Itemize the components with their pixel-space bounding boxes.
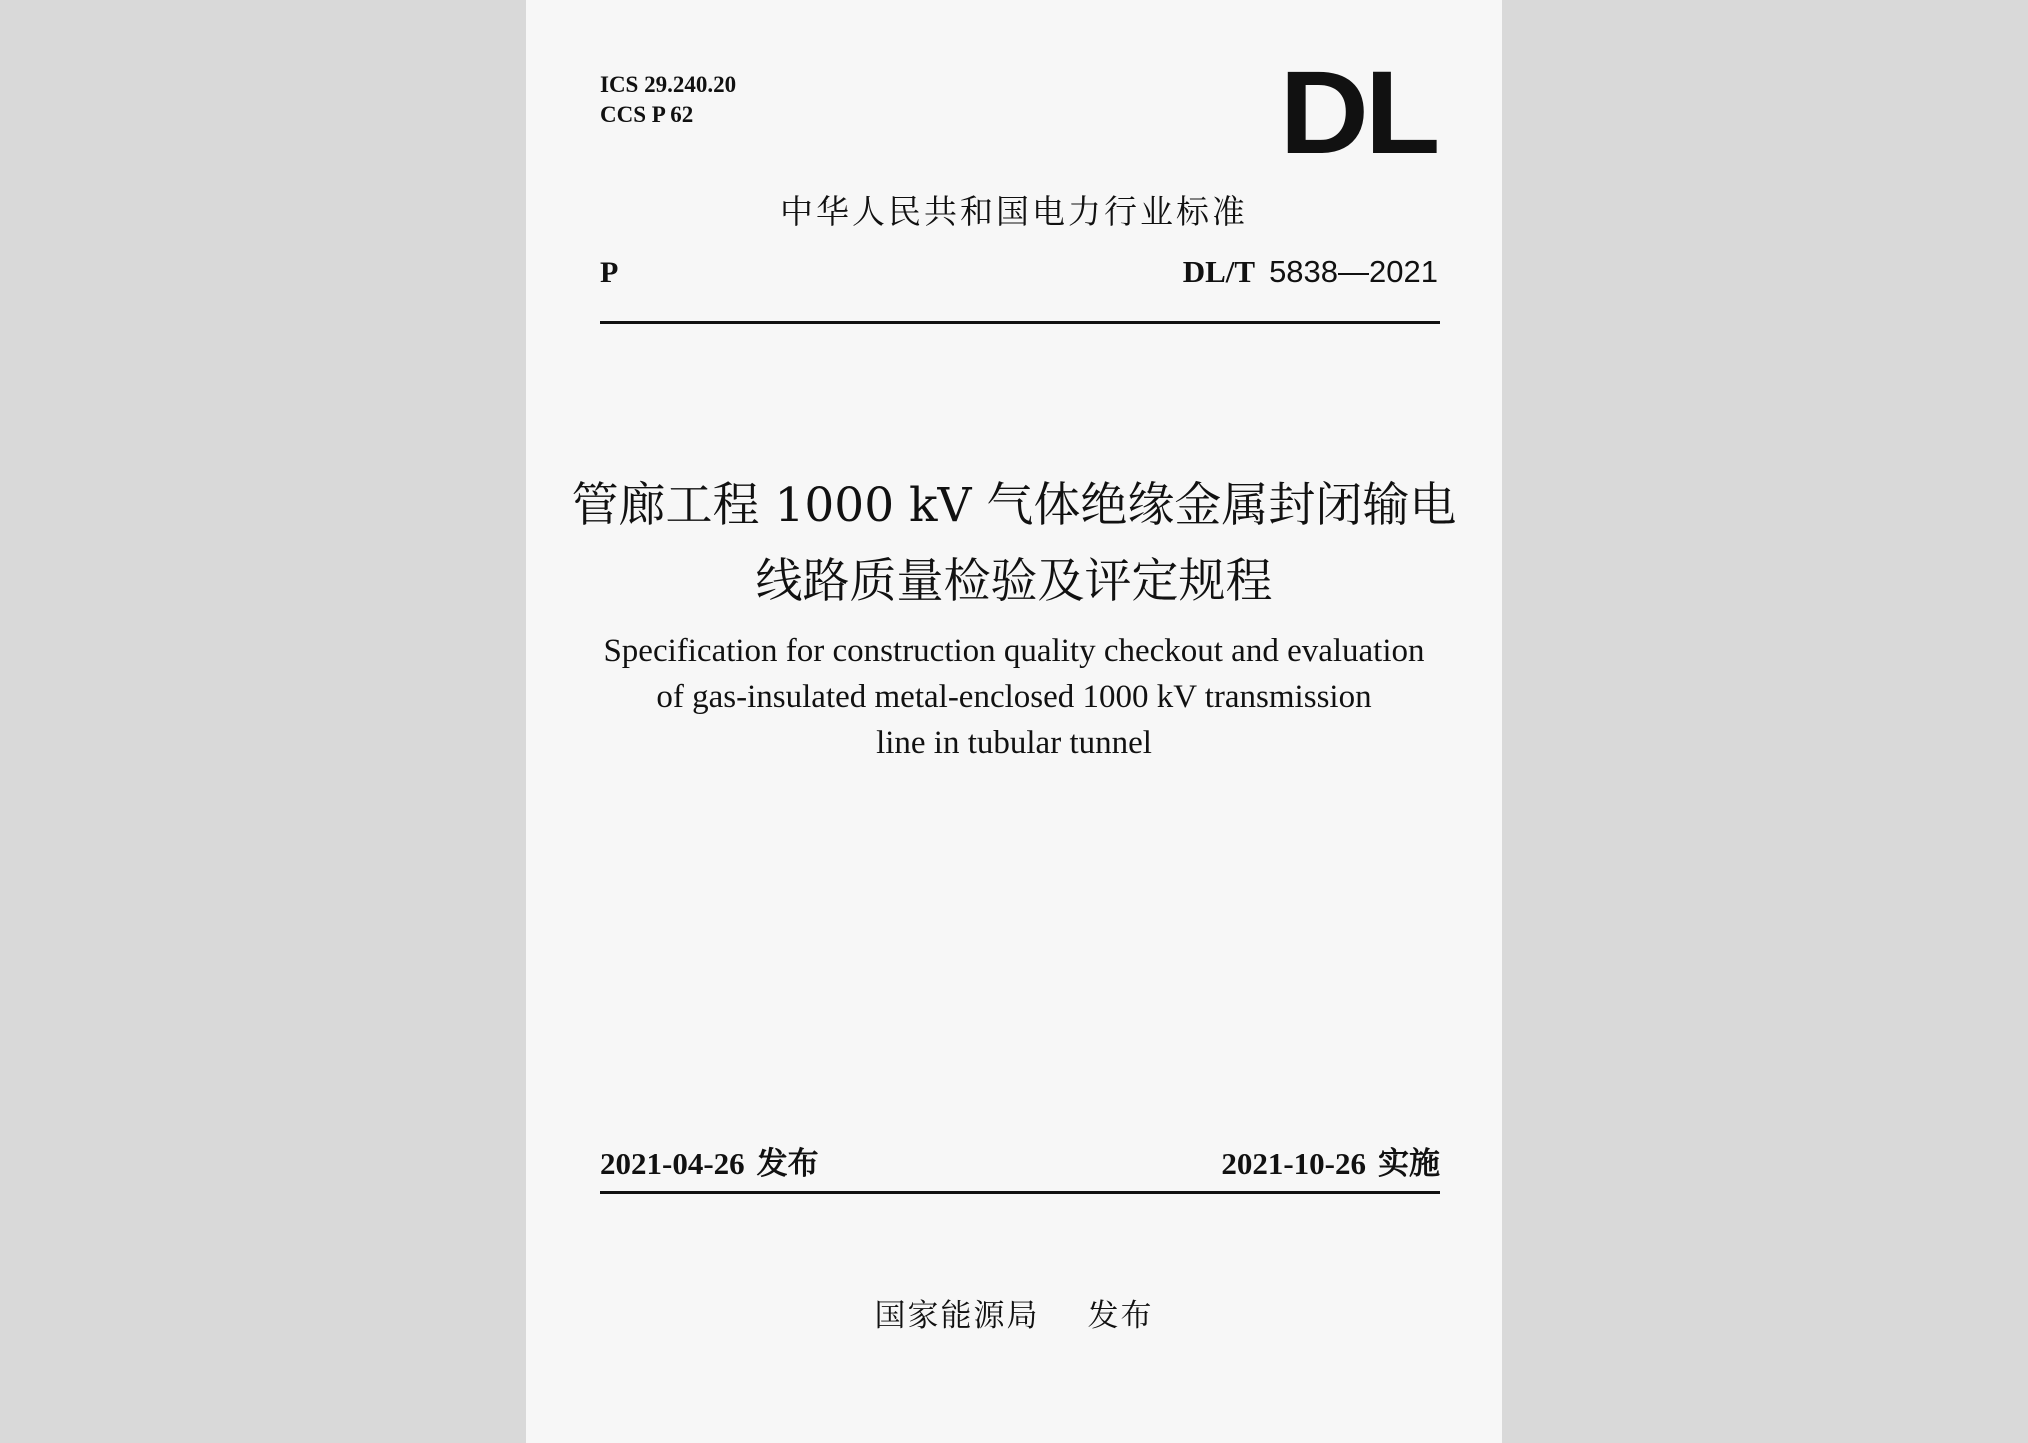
ics-code: ICS 29.240.20 [600, 72, 737, 97]
title-chinese-line-2: 线路质量检验及评定规程 [755, 554, 1273, 609]
title-english-line-2: of gas-insulated metal-enclosed 1000 kV transmission [656, 679, 1372, 715]
category-letter: P [600, 256, 619, 289]
publisher-line [526, 1290, 1502, 1335]
industry-standard-heading: 中华人民共和国电力行业标准 [780, 192, 1248, 231]
effective-date [1221, 1138, 1440, 1183]
title-chinese-line-1: 管廊工程 1000 kV 气体绝缘金属封闭输电 [571, 478, 1457, 533]
standard-code: 5838—2021 [1269, 254, 1438, 289]
publish-date-value: 2021-04-26 [600, 1146, 745, 1181]
title-chinese [526, 468, 1502, 620]
classification-codes [600, 70, 736, 130]
bottom-divider [600, 1191, 1440, 1194]
title-english-line-1: Specification for construction quality checkout and evaluation [603, 633, 1425, 669]
document-page [526, 0, 1502, 1443]
ccs-code: CCS P 62 [600, 102, 694, 127]
publish-date [600, 1138, 819, 1183]
effective-label: 实施 [1378, 1146, 1440, 1182]
dl-logo: DL [1279, 47, 1436, 179]
title-english [526, 628, 1502, 766]
title-english-line-3: line in tubular tunnel [876, 725, 1152, 761]
standard-prefix: DL/T [1182, 254, 1256, 289]
standard-number [1183, 254, 1438, 290]
publisher-name: 国家能源局 [874, 1298, 1040, 1334]
publisher-action: 发布 [1087, 1298, 1154, 1334]
effective-date-value: 2021-10-26 [1221, 1146, 1366, 1181]
top-divider [600, 321, 1440, 324]
publish-label: 发布 [756, 1146, 819, 1182]
